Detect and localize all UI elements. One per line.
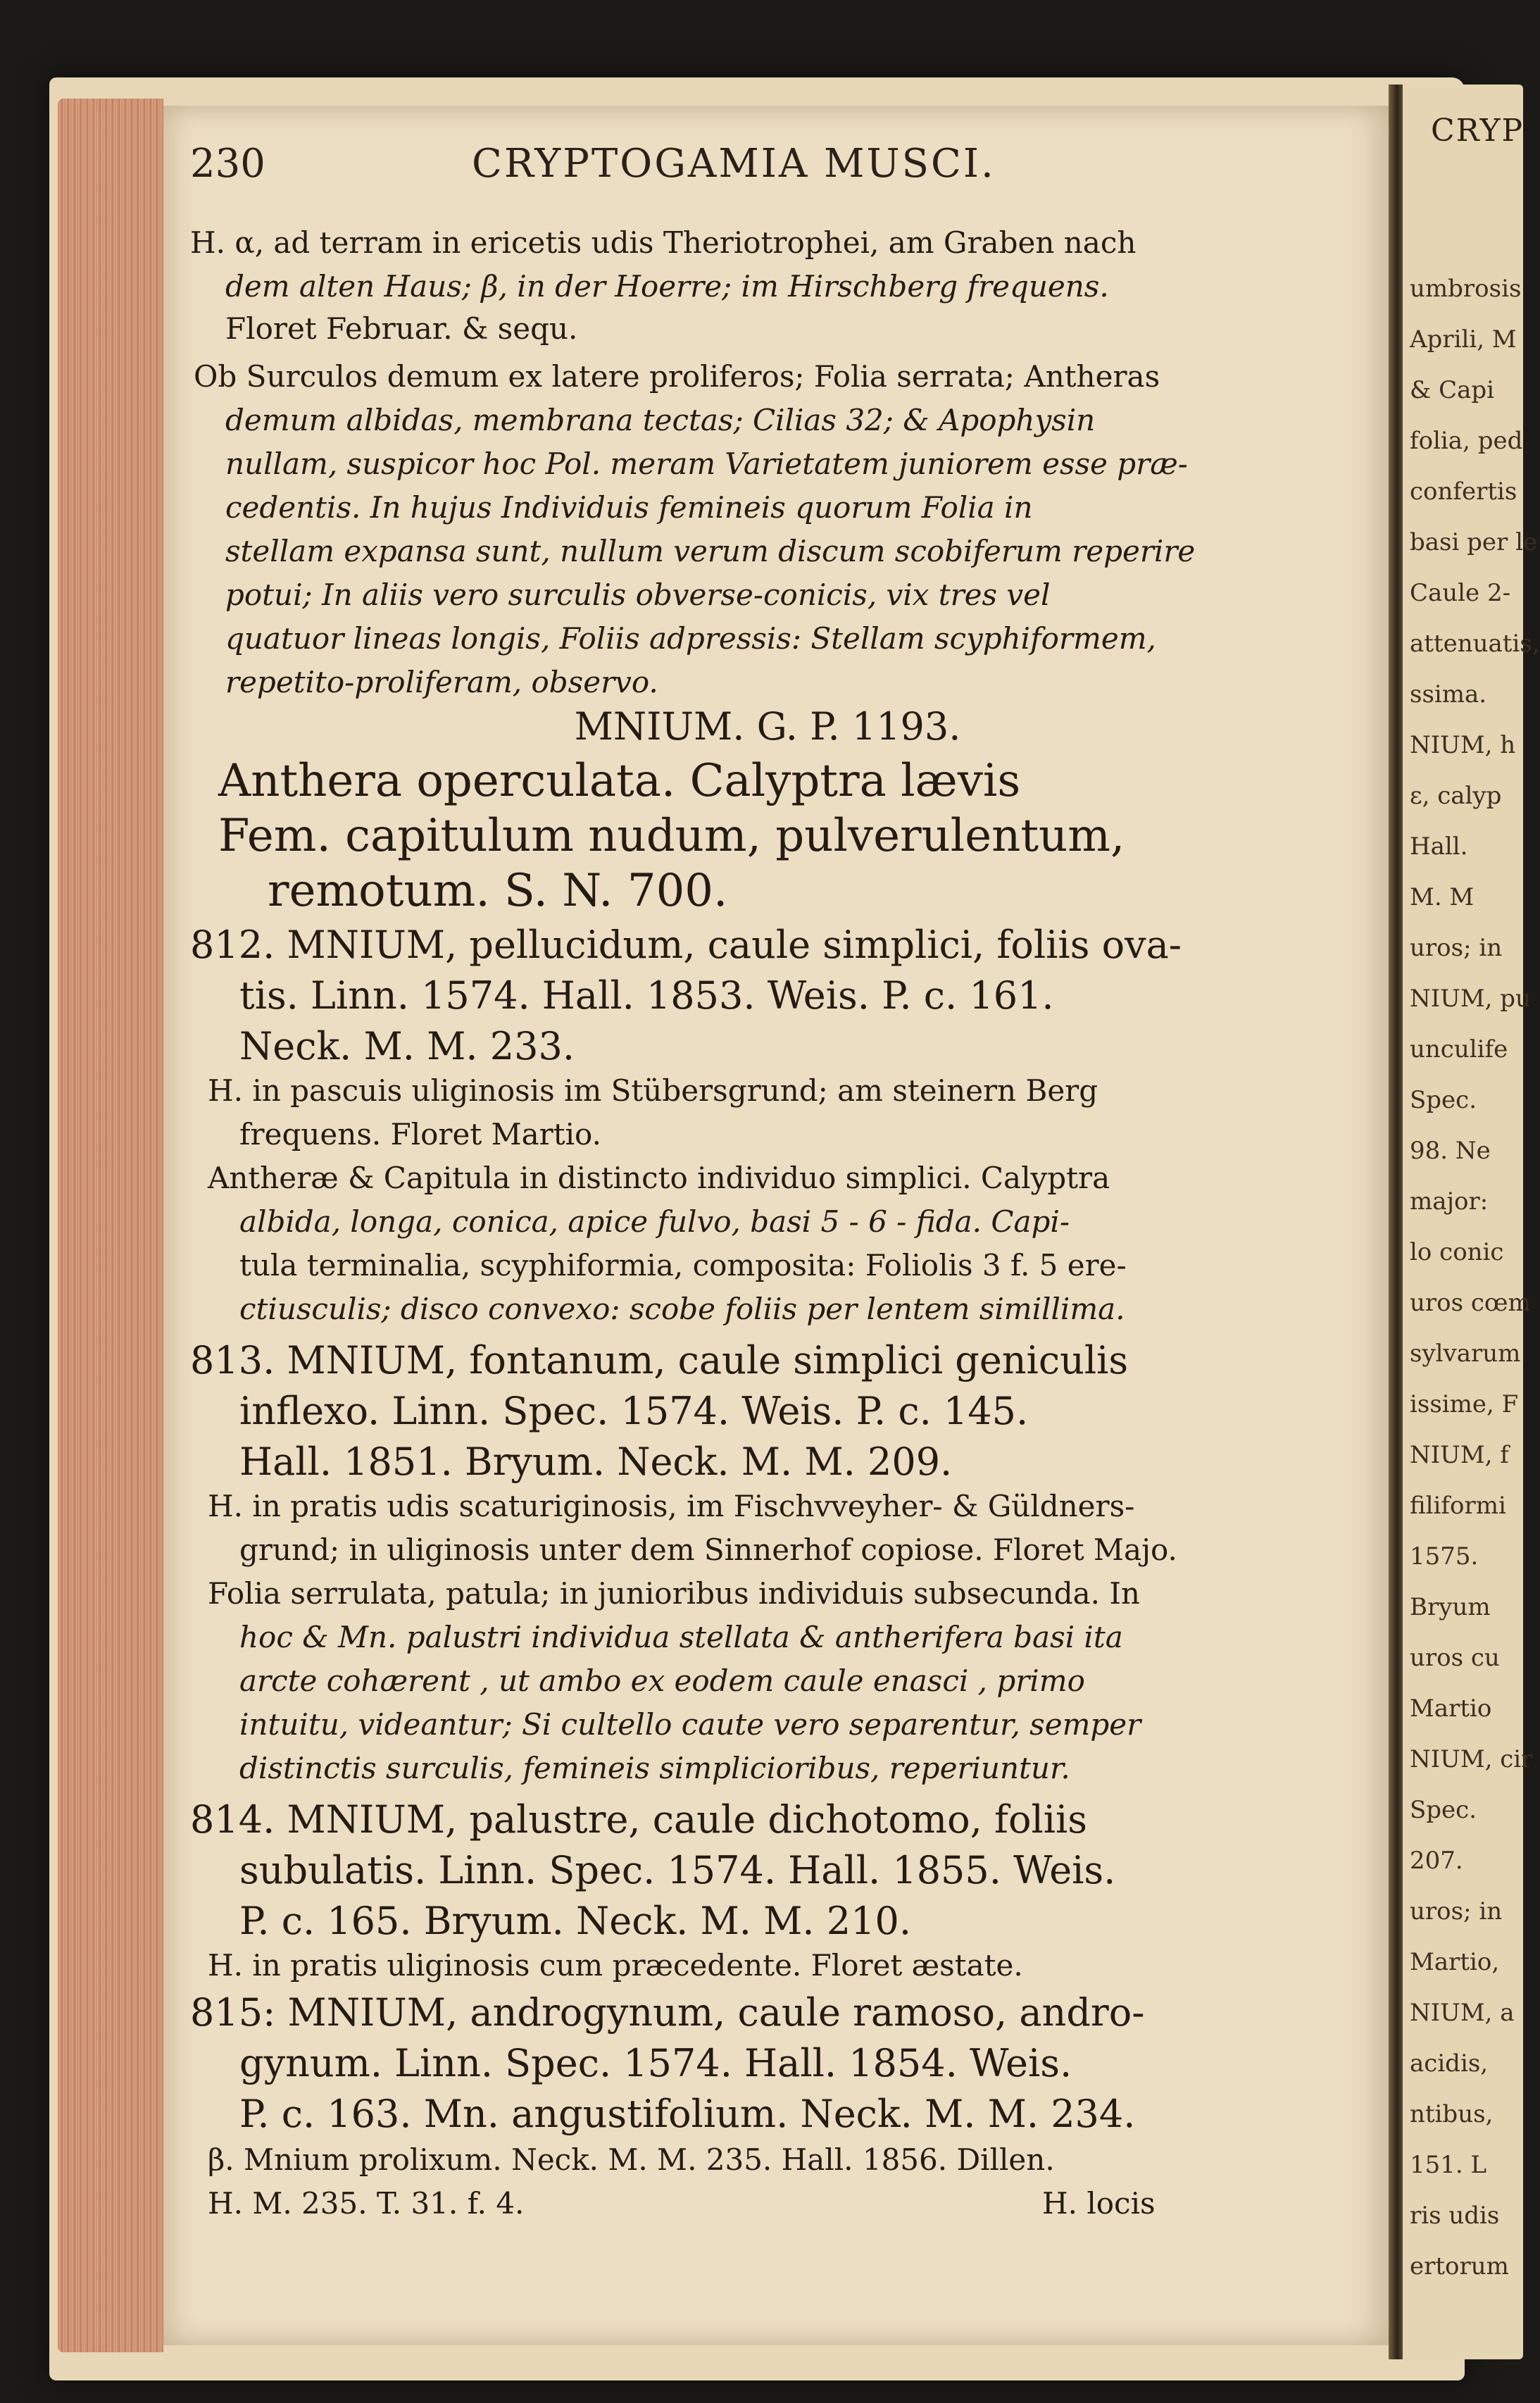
right-page-line: M. M: [1410, 883, 1475, 911]
right-page-line: folia, ped: [1410, 427, 1523, 455]
text-line: H. locis: [1042, 2186, 1156, 2221]
text-line: 815: MNIUM, androgynum, caule ramoso, andro-: [190, 1990, 1145, 2035]
text-line: potui; In aliis vero surculis obverse-conicis, vix tres vel: [225, 578, 1051, 612]
text-line: inflexo. Linn. Spec. 1574. Weis. P. c. 145.: [239, 1389, 1029, 1433]
page-edges: [58, 99, 163, 2352]
text-line: 812. MNIUM, pellucidum, caule simplici, foliis ova-: [190, 923, 1182, 967]
page-number: 230: [190, 141, 265, 187]
book-gutter: [1389, 85, 1403, 2359]
text-line: albida, longa, conica, apice fulvo, basi 5 - 6 - fida. Capi-: [239, 1204, 1070, 1239]
right-page-line: NIUM, a: [1410, 1999, 1515, 2027]
right-page-line: Bryum: [1410, 1593, 1491, 1621]
right-page-line: uros cœm: [1410, 1289, 1531, 1317]
text-line: Floret Februar. & sequ.: [225, 311, 578, 346]
text-line: 814. MNIUM, palustre, caule dichotomo, foliis: [190, 1797, 1087, 1842]
text-line: dem alten Haus; β, in der Hoerre; im Hirschberg frequens.: [225, 269, 1109, 304]
right-page-line: Martio: [1410, 1694, 1492, 1723]
running-title: CRYPTOGAMIA MUSCI.: [472, 141, 996, 187]
text-line: cedentis. In hujus Individuis femineis quorum Folia in: [225, 490, 1033, 525]
text-line: frequens. Floret Martio.: [239, 1117, 601, 1151]
text-line: tula terminalia, scyphiformia, composita: Foliolis 3 f. 5 ere-: [239, 1248, 1127, 1282]
right-page-line: issime, F: [1410, 1390, 1519, 1418]
text-line: Hall. 1851. Bryum. Neck. M. M. 209.: [239, 1440, 953, 1484]
text-line: hoc & Mn. palustri individua stellata & antherifera basi ita: [239, 1620, 1123, 1654]
right-page-line: NIUM, pu: [1410, 985, 1531, 1013]
right-page-line: Martio,: [1410, 1948, 1500, 1976]
text-line: quatuor lineas longis, Foliis adpressis: Stellam scyphiformem,: [225, 621, 1156, 656]
right-page-line: sylvarum: [1410, 1340, 1521, 1368]
text-line: tis. Linn. 1574. Hall. 1853. Weis. P. c. 161.: [239, 973, 1054, 1018]
right-page-line: Hall.: [1410, 832, 1468, 861]
text-line: intuitu, videantur; Si cultello caute vero separentur, semper: [239, 1707, 1141, 1742]
right-page-line: ris udis: [1410, 2202, 1500, 2230]
right-page-line: 1575.: [1410, 1542, 1479, 1571]
right-page-line: ntibus,: [1410, 2100, 1494, 2128]
text-line: H. α, ad terram in ericetis udis Theriotrophei, am Graben nach: [190, 225, 1137, 260]
text-line: stellam expansa sunt, nullum verum discum scobiferum reperire: [225, 534, 1196, 568]
right-page-line: unculife: [1410, 1035, 1508, 1063]
text-line: H. in pascuis uliginosis im Stübersgrund; am steinern Berg: [208, 1073, 1098, 1108]
right-page-line: ε, calyp: [1410, 782, 1502, 810]
right-page-line: basi per le: [1410, 528, 1538, 556]
right-page-line: NIUM, h: [1410, 731, 1516, 759]
right-page-line: ssima.: [1410, 680, 1487, 709]
text-line: H. in pratis udis scaturiginosis, im Fischvveyher- & Güldners-: [208, 1489, 1135, 1523]
text-line: P. c. 163. Mn. angustifolium. Neck. M. M. 234.: [239, 2092, 1136, 2136]
right-page-line: lo conic: [1410, 1238, 1504, 1266]
right-page-line: filiformi: [1410, 1492, 1506, 1520]
text-line: gynum. Linn. Spec. 1574. Hall. 1854. Weis.: [239, 2041, 1072, 2085]
right-page-fragment: [1403, 85, 1540, 2359]
text-line: β. Mnium prolixum. Neck. M. M. 235. Hall. 1856. Dillen.: [208, 2142, 1055, 2177]
text-line: ctiusculis; disco convexo: scobe foliis per lentem simillima.: [239, 1292, 1125, 1326]
text-line: Folia serrulata, patula; in junioribus individuis subsecunda. In: [208, 1576, 1140, 1611]
right-page-line: Spec.: [1410, 1796, 1477, 1824]
right-page-header: CRYP: [1431, 113, 1525, 149]
right-page-line: uros; in: [1410, 934, 1503, 962]
text-line: demum albidas, membrana tectas; Cilias 32; & Apophysin: [225, 403, 1096, 437]
text-line: distinctis surculis, femineis simplicioribus, reperiuntur.: [239, 1751, 1070, 1785]
text-line: subulatis. Linn. Spec. 1574. Hall. 1855. Weis.: [239, 1848, 1116, 1892]
text-line: Fem. capitulum nudum, pulverulentum,: [218, 810, 1125, 862]
right-page-line: Caule 2-: [1410, 579, 1511, 607]
right-page-line: ertorum: [1410, 2252, 1509, 2280]
right-page-line: 98. Ne: [1410, 1137, 1491, 1165]
text-line: Anthera operculata. Calyptra lævis: [218, 755, 1021, 807]
text-line: H. M. 235. T. 31. f. 4.: [208, 2186, 525, 2221]
text-line: remotum. S. N. 700.: [268, 865, 728, 917]
text-line: grund; in uliginosis unter dem Sinnerhof copiose. Floret Majo.: [239, 1533, 1177, 1567]
page-header: [190, 141, 1345, 197]
text-line: Neck. M. M. 233.: [239, 1024, 575, 1068]
text-line: Ob Surculos demum ex latere proliferos; Folia serrata; Antheras: [194, 359, 1160, 394]
right-page-line: uros; in: [1410, 1897, 1503, 1925]
right-page-line: Aprili, M: [1410, 325, 1517, 354]
right-page-line: Spec.: [1410, 1086, 1477, 1114]
right-page-line: uros cu: [1410, 1644, 1500, 1672]
right-page-line: attenuatis,: [1410, 630, 1540, 658]
right-page-line: umbrosis: [1410, 275, 1522, 303]
text-line: arcte cohærent , ut ambo ex eodem caule enasci , primo: [239, 1664, 1085, 1698]
right-page-line: 207.: [1410, 1847, 1463, 1875]
text-line: repetito-proliferam, observo.: [225, 665, 658, 699]
text-line: MNIUM. G. P. 1193.: [574, 704, 961, 749]
right-page-line: & Capi: [1410, 376, 1494, 404]
right-page-line: 151. L: [1410, 2151, 1487, 2179]
text-line: nullam, suspicor hoc Pol. meram Varietatem juniorem esse præ-: [225, 447, 1188, 481]
text-line: H. in pratis uliginosis cum præcedente. Floret æstate.: [208, 1948, 1023, 1983]
right-page-line: acidis,: [1410, 2049, 1489, 2078]
text-line: P. c. 165. Bryum. Neck. M. M. 210.: [239, 1899, 911, 1943]
right-page-line: NIUM, f: [1410, 1441, 1509, 1469]
right-page-line: major:: [1410, 1187, 1489, 1216]
right-page-line: NIUM, cir: [1410, 1745, 1533, 1773]
text-line: Antheræ & Capitula in distincto individuo simplici. Calyptra: [208, 1161, 1110, 1195]
right-page-line: confertis: [1410, 478, 1517, 506]
text-line: 813. MNIUM, fontanum, caule simplici geniculis: [190, 1338, 1129, 1382]
